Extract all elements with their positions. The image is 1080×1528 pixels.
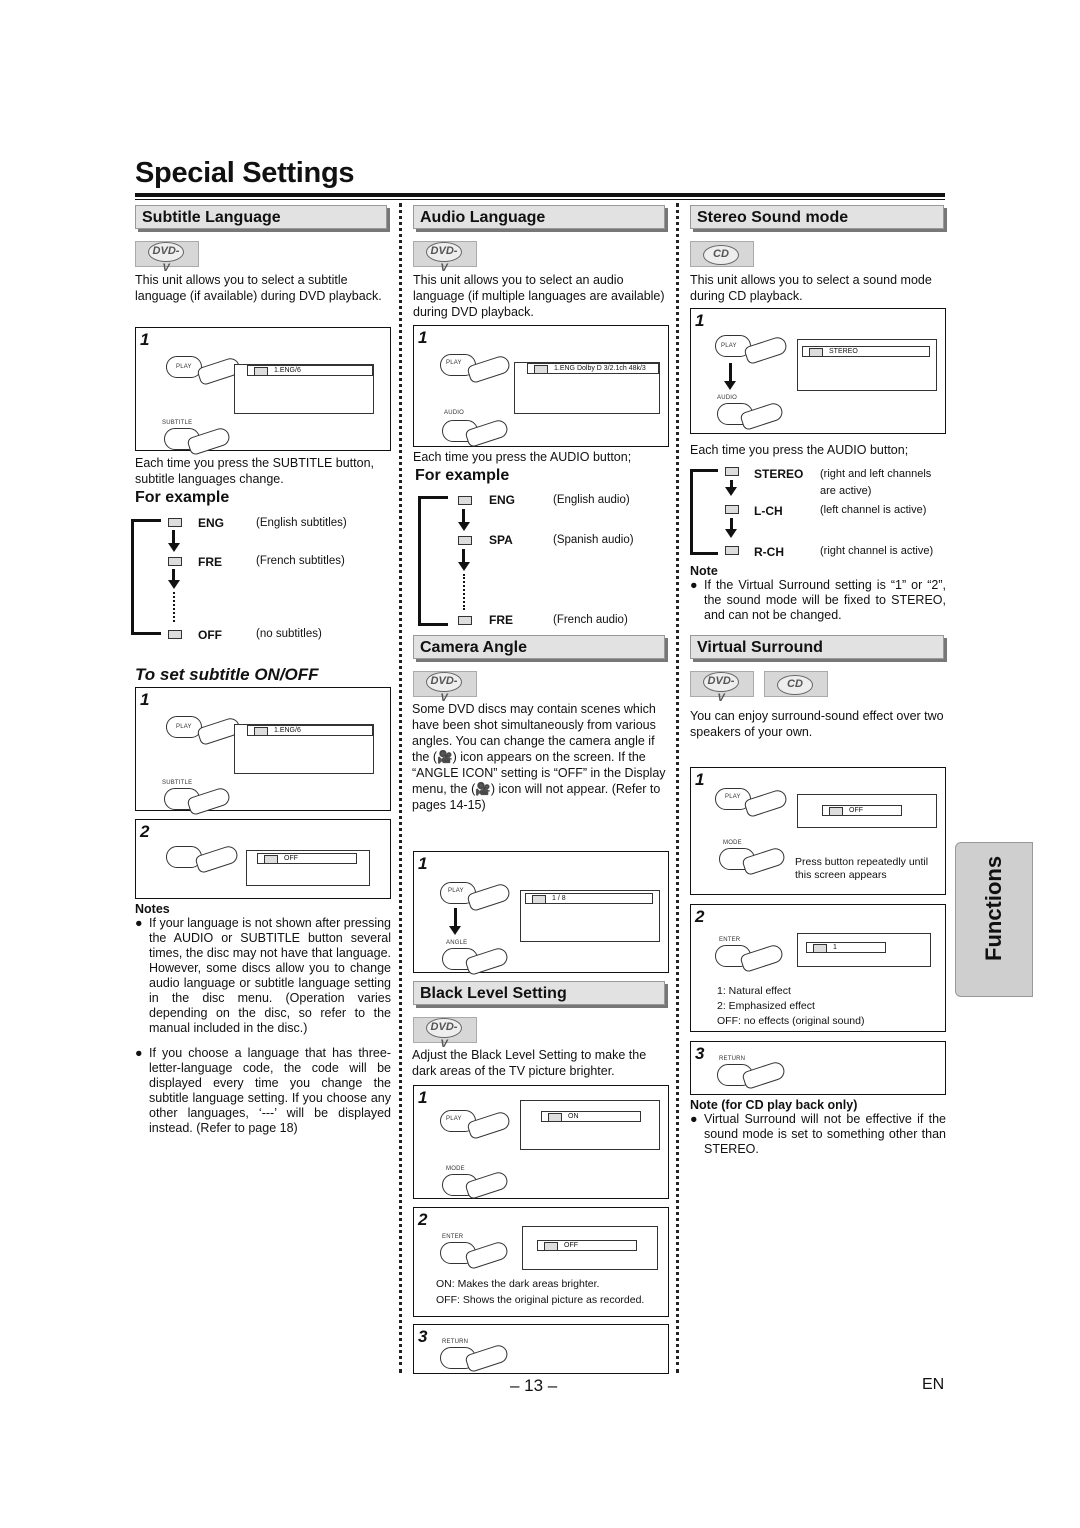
virtual-osd-1: 1 bbox=[806, 942, 886, 953]
arrow-down-icon bbox=[449, 926, 461, 935]
play-label: PLAY bbox=[721, 343, 737, 349]
step-number: 1 bbox=[140, 330, 150, 349]
subtitle-onoff-heading: To set subtitle ON/OFF bbox=[135, 665, 319, 684]
subtitle-label: SUBTITLE bbox=[162, 420, 193, 426]
arrow-down-icon bbox=[168, 580, 180, 589]
desc-fre: (French audio) bbox=[553, 614, 628, 626]
play-label: PLAY bbox=[446, 1116, 462, 1122]
camera-text: Some DVD discs may contain scenes which have been shot simultaneously from various angles. You can change the camera angle if the (🎥) icon appears on the screen. If the “ANGLE ICON” setting is “OFF” in the Display menu, the (🎥) icon will not appear. (Refer to pages 14-15) bbox=[412, 702, 666, 812]
step-number: 2 bbox=[695, 907, 705, 926]
arrow-down-icon bbox=[458, 522, 470, 531]
audio-icon bbox=[534, 365, 548, 374]
audio-language-heading: Audio Language bbox=[413, 205, 665, 229]
subtitle-onoff-step1-box bbox=[135, 687, 391, 811]
step-number: 3 bbox=[695, 1044, 705, 1063]
code-off: OFF bbox=[198, 628, 222, 642]
audio-icon bbox=[725, 505, 739, 514]
stereo-sound-heading: Stereo Sound mode bbox=[690, 205, 944, 229]
black-step3-box bbox=[413, 1324, 669, 1374]
audio-icon bbox=[458, 496, 472, 505]
subtitle-icon bbox=[254, 367, 268, 376]
subtitle-icon bbox=[168, 630, 182, 639]
hand-icon bbox=[743, 335, 789, 365]
return-label: RETURN bbox=[719, 1056, 746, 1062]
black-level-heading: Black Level Setting bbox=[413, 981, 665, 1005]
subtitle-step1-box bbox=[135, 327, 391, 451]
title-rule-thin bbox=[135, 199, 945, 200]
arrow-down-icon bbox=[168, 543, 180, 552]
black-off-desc: OFF: Shows the original picture as recorded. bbox=[436, 1294, 645, 1306]
column-divider-left bbox=[399, 203, 402, 1373]
code-fre: FRE bbox=[489, 613, 513, 627]
step-number: 1 bbox=[418, 854, 428, 873]
dvd-v-logo: DVD-V bbox=[413, 241, 477, 267]
arrow-down-icon bbox=[724, 381, 736, 390]
code-stereo: STEREO bbox=[754, 467, 804, 481]
play-label: PLAY bbox=[446, 360, 462, 366]
code-spa: SPA bbox=[489, 533, 513, 547]
play-label: PLAY bbox=[725, 794, 741, 800]
virtual-osd-off: OFF bbox=[822, 805, 902, 816]
dvd-v-logo: DVD-V bbox=[135, 241, 199, 267]
play-label: PLAY bbox=[176, 724, 192, 730]
black-step2-box bbox=[413, 1207, 669, 1317]
step-number: 2 bbox=[418, 1210, 428, 1229]
page-number: – 13 – bbox=[510, 1376, 558, 1395]
desc-spa: (Spanish audio) bbox=[553, 534, 634, 546]
option-off: OFF: no effects (original sound) bbox=[717, 1015, 865, 1027]
virtual-surround-heading: Virtual Surround bbox=[690, 635, 944, 659]
code-fre: FRE bbox=[198, 555, 222, 569]
audio-icon bbox=[725, 467, 739, 476]
black-level-osd-on: ON bbox=[541, 1111, 641, 1122]
option-2: 2: Emphasized effect bbox=[717, 1000, 815, 1012]
cycle-line bbox=[690, 469, 693, 555]
tv-screen bbox=[514, 362, 660, 414]
surround-icon bbox=[829, 807, 843, 816]
subtitle-onoff-step2-box bbox=[135, 819, 391, 899]
virtual-step2-box bbox=[690, 904, 946, 1032]
code-l-ch: L-CH bbox=[754, 504, 783, 518]
press-note: Press button repeatedly until this screen appears bbox=[795, 856, 929, 881]
tv-screen bbox=[234, 364, 374, 414]
desc-eng: (English subtitles) bbox=[256, 517, 347, 529]
tv-screen bbox=[234, 724, 374, 774]
column-divider-right bbox=[676, 203, 679, 1373]
virtual-note-title: Note (for CD play back only) bbox=[690, 1098, 858, 1112]
audio-icon bbox=[809, 348, 823, 357]
desc-l-ch: (left channel is active) bbox=[820, 504, 927, 516]
audio-label: AUDIO bbox=[444, 410, 465, 416]
enter-label: ENTER bbox=[442, 1234, 464, 1240]
code-r-ch: R-CH bbox=[754, 545, 784, 559]
dvd-v-logo: DVD-V bbox=[690, 671, 754, 697]
hand-icon bbox=[743, 788, 789, 818]
tv-screen bbox=[797, 339, 937, 391]
language-code: EN bbox=[922, 1376, 945, 1393]
virtual-step1-box bbox=[690, 767, 946, 895]
title-rule bbox=[135, 193, 945, 197]
code-eng: ENG bbox=[198, 516, 225, 530]
subtitle-icon bbox=[264, 855, 278, 864]
enter-label: ENTER bbox=[719, 937, 741, 943]
desc-stereo: (right and left channels are active) bbox=[820, 468, 932, 497]
tv-screen bbox=[520, 1100, 660, 1150]
mode-label: MODE bbox=[723, 840, 742, 846]
virtual-intro: You can enjoy surround-sound effect over two speakers of your own. bbox=[690, 709, 944, 739]
arrow-down-icon bbox=[725, 529, 737, 538]
audio-icon bbox=[458, 616, 472, 625]
bullet-icon: ● bbox=[135, 1046, 143, 1060]
subtitle-osd: 1.ENG/6 bbox=[247, 365, 373, 376]
tv-screen bbox=[246, 850, 370, 886]
tv-screen bbox=[797, 933, 931, 967]
for-example-heading: For example bbox=[415, 467, 510, 484]
audio-osd: 1.ENG Dolby D 3/2.1ch 48k/3 bbox=[527, 363, 659, 374]
hand-icon bbox=[194, 844, 240, 874]
camera-icon: 🎥 bbox=[475, 782, 491, 796]
return-label: RETURN bbox=[442, 1339, 469, 1345]
step-number: 1 bbox=[418, 328, 428, 347]
desc-off: (no subtitles) bbox=[256, 628, 322, 640]
black-level-osd-off: OFF bbox=[537, 1240, 637, 1251]
black-level-intro: Adjust the Black Level Setting to make the dark areas of the TV picture brighter. bbox=[412, 1048, 647, 1078]
angle-osd: 1 / 8 bbox=[525, 893, 653, 904]
camera-icon: 🎥 bbox=[437, 750, 453, 764]
angle-label: ANGLE bbox=[446, 940, 468, 946]
desc-eng: (English audio) bbox=[553, 494, 630, 506]
bullet-icon: ● bbox=[135, 916, 143, 930]
functions-tab-label: Functions bbox=[981, 855, 1006, 961]
stereo-after-text: Each time you press the AUDIO button; bbox=[690, 443, 909, 457]
black-level-icon bbox=[548, 1113, 562, 1122]
stereo-osd: STEREO bbox=[802, 346, 930, 357]
step-number: 1 bbox=[418, 1088, 428, 1107]
step-number: 3 bbox=[418, 1327, 428, 1346]
audio-after-text: Each time you press the AUDIO button; bbox=[413, 450, 632, 464]
subtitle-osd: 1.ENG/6 bbox=[247, 725, 373, 736]
notes-title: Notes bbox=[135, 902, 170, 916]
code-eng: ENG bbox=[489, 493, 516, 507]
audio-intro: This unit allows you to select an audio language (if multiple languages are available) during DVD playback. bbox=[413, 273, 665, 319]
step-number: 2 bbox=[140, 822, 150, 841]
play-label: PLAY bbox=[448, 888, 464, 894]
audio-step1-box bbox=[413, 325, 669, 447]
note-2: ● If you choose a language that has three-letter-language code, the code will be displayed every time you change the subtitle language setting. If you choose any other languages, ‘---’ will be displayed instead. (Refer to page 18) bbox=[135, 1046, 391, 1135]
hand-icon bbox=[741, 1060, 787, 1090]
black-level-icon bbox=[544, 1242, 558, 1251]
dvd-v-logo: DVD-V bbox=[413, 1017, 477, 1043]
for-example-heading: For example bbox=[135, 489, 230, 506]
surround-icon bbox=[813, 944, 827, 953]
stereo-note-title: Note bbox=[690, 564, 718, 578]
cycle-line bbox=[418, 496, 421, 626]
tv-screen bbox=[797, 794, 937, 828]
play-label: PLAY bbox=[176, 364, 192, 370]
desc-r-ch: (right channel is active) bbox=[820, 545, 934, 557]
audio-icon bbox=[458, 536, 472, 545]
tv-screen bbox=[522, 1226, 658, 1270]
virtual-note: ● Virtual Surround will not be effective if the sound mode is set to something other than STEREO. bbox=[690, 1112, 946, 1156]
step-number: 1 bbox=[695, 770, 705, 789]
subtitle-icon bbox=[168, 518, 182, 527]
cd-logo: CD bbox=[764, 671, 828, 697]
step-number: 1 bbox=[695, 311, 705, 330]
note-1: ● If your language is not shown after pressing the AUDIO or SUBTITLE button several times, the disc may not have that language. However, some discs allow you to change audio language or subtitle language setting in the disc menu. (Operation varies depending on the disc, so refer to the manual included in the disc.) bbox=[135, 916, 391, 1035]
arrow-down-icon bbox=[458, 562, 470, 571]
cd-logo: CD bbox=[690, 241, 754, 267]
bullet-icon: ● bbox=[690, 1112, 698, 1126]
angle-icon bbox=[532, 895, 546, 904]
camera-angle-heading: Camera Angle bbox=[413, 635, 665, 659]
bullet-icon: ● bbox=[690, 578, 698, 592]
black-step1-box bbox=[413, 1085, 669, 1199]
audio-label: AUDIO bbox=[717, 395, 738, 401]
subtitle-after-text: Each time you press the SUBTITLE button, subtitle languages change. bbox=[135, 456, 375, 486]
subtitle-icon bbox=[254, 727, 268, 736]
page-title: Special Settings bbox=[135, 157, 355, 189]
hand-icon bbox=[464, 1343, 510, 1373]
stereo-note: ● If the Virtual Surround setting is “1” or “2”, the sound mode will be fixed to STEREO, and can not be changed. bbox=[690, 578, 946, 622]
stereo-intro: This unit allows you to select a sound mode during CD playback. bbox=[690, 273, 932, 303]
cycle-line bbox=[131, 519, 134, 635]
audio-icon bbox=[725, 546, 739, 555]
option-1: 1: Natural effect bbox=[717, 985, 791, 997]
desc-fre: (French subtitles) bbox=[256, 555, 345, 567]
tv-screen bbox=[520, 890, 660, 942]
virtual-step3-box bbox=[690, 1041, 946, 1095]
subtitle-icon bbox=[168, 557, 182, 566]
mode-label: MODE bbox=[446, 1166, 465, 1172]
arrow-down-icon bbox=[725, 487, 737, 496]
subtitle-language-heading: Subtitle Language bbox=[135, 205, 387, 229]
stereo-step1-box bbox=[690, 308, 946, 434]
black-on-desc: ON: Makes the dark areas brighter. bbox=[436, 1278, 600, 1290]
subtitle-intro: This unit allows you to select a subtitle language (if available) during DVD playback. bbox=[135, 273, 382, 303]
dvd-v-logo: DVD-V bbox=[413, 671, 477, 697]
camera-step1-box bbox=[413, 851, 669, 973]
subtitle-osd-off: OFF bbox=[257, 853, 357, 864]
step-number: 1 bbox=[140, 690, 150, 709]
subtitle-label: SUBTITLE bbox=[162, 780, 193, 786]
